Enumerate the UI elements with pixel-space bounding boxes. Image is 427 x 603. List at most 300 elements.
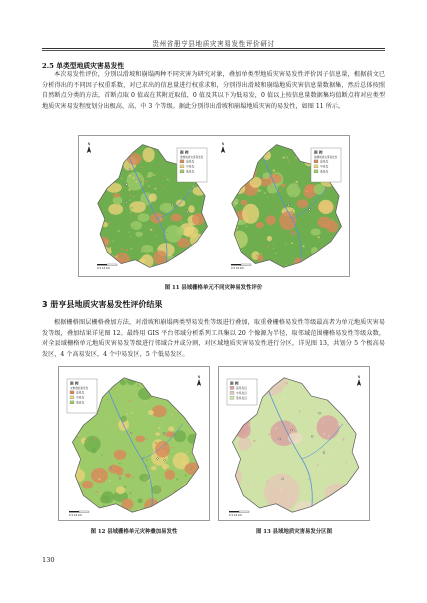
fig13-scale-bar-b: [239, 511, 249, 512]
fig11-right-zone-patch: [242, 204, 259, 224]
fig11-left-texture-dot: [156, 145, 157, 146]
fig11-left-texture-dot: [154, 144, 156, 146]
fig12-texture-dot: [188, 385, 189, 386]
fig12-texture-dot: [137, 504, 138, 505]
fig12-texture-dot: [83, 377, 84, 378]
fig11-right-texture-dot: [323, 254, 325, 256]
fig11-right-texture-dot: [295, 157, 296, 158]
fig11-right-legend-title: 图 例: [314, 150, 323, 155]
fig13-texture-dot: [307, 393, 309, 395]
fig13-texture-dot: [262, 439, 264, 441]
fig12-zone-patch: [152, 405, 167, 417]
fig11-right-texture-dot: [275, 252, 277, 254]
fig11-left-zone-patch: [143, 148, 155, 163]
fig12-zone-patch: [165, 431, 175, 437]
fig12-texture-dot: [106, 381, 107, 382]
fig12-texture-dot: [171, 407, 173, 409]
fig11-right-texture-dot: [273, 199, 275, 201]
fig11-right-legend-swatch: [314, 160, 318, 163]
fig12-zone-patch: [81, 415, 87, 420]
fig12-texture-dot: [190, 481, 191, 482]
fig11-left-zone-patch: [94, 189, 99, 192]
fig11-right-texture-dot: [343, 178, 344, 179]
fig11-right-texture-dot: [288, 160, 289, 161]
fig13-texture-dot: [231, 495, 232, 496]
fig11-right-zone-patch: [318, 200, 333, 214]
fig13-zone-patch: [220, 467, 242, 489]
fig13-texture-dot: [314, 513, 316, 515]
fig11-left-zone-patch: [206, 192, 210, 195]
fig11-left-texture-dot: [163, 187, 164, 188]
fig12-texture-dot: [116, 448, 117, 449]
fig13-legend-title: 图 例: [230, 381, 239, 386]
fig12-texture-dot: [113, 493, 114, 494]
fig13-texture-dot: [348, 390, 349, 391]
fig11-right-texture-dot: [334, 256, 335, 257]
fig11-right-texture-dot: [228, 197, 230, 199]
fig13-texture-dot: [269, 513, 271, 515]
fig11-left-texture-dot: [150, 229, 152, 231]
fig13-texture-dot: [300, 484, 302, 486]
fig11-right-texture-dot: [238, 250, 240, 252]
fig11-left-texture-dot: [130, 211, 132, 213]
fig11-left-texture-dot: [164, 148, 165, 149]
fig11-left-texture-dot: [102, 175, 104, 177]
fig11-left-texture-dot: [93, 153, 94, 154]
fig13-texture-dot: [286, 375, 287, 376]
fig11-left-texture-dot: [121, 248, 123, 250]
fig11-left-town-marker: [126, 184, 128, 186]
fig11-left-texture-dot: [94, 245, 96, 247]
fig11-left-texture-dot: [130, 199, 132, 201]
fig12-texture-dot: [101, 454, 103, 456]
fig11-left-texture-dot: [140, 180, 142, 182]
fig12-zone-patch: [185, 462, 203, 475]
fig12-texture-dot: [109, 480, 111, 482]
fig11-left-zone-patch: [131, 221, 143, 230]
fig11-right-texture-dot: [276, 174, 278, 176]
fig11-right-texture-dot: [243, 165, 244, 166]
fig12-zone-patch: [101, 491, 114, 503]
fig12-texture-dot: [115, 388, 116, 389]
fig11-left-texture-dot: [150, 263, 151, 264]
fig11-left-texture-dot: [170, 142, 171, 143]
fig11-left-zone-patch: [149, 193, 157, 201]
fig11-right-texture-dot: [338, 251, 339, 252]
fig13-texture-dot: [248, 410, 249, 411]
fig12-texture-dot: [135, 514, 137, 516]
fig11-right-texture-dot: [285, 243, 286, 244]
fig13-town-marker: [323, 452, 325, 454]
fig11-left-legend-subtitle: 滑坡地质灾害易发性: [180, 156, 204, 159]
fig11-left-texture-dot: [123, 204, 125, 206]
fig11-right-texture-dot: [267, 245, 269, 247]
fig11-left-texture-dot: [121, 177, 123, 179]
fig11-right-texture-dot: [298, 177, 299, 178]
fig11-right-zone-patch: [266, 215, 276, 225]
fig11-left-texture-dot: [130, 195, 132, 197]
fig13-texture-dot: [348, 492, 350, 494]
fig12-zone-patch: [155, 432, 160, 435]
fig13-texture-dot: [256, 405, 258, 407]
fig11-right-scale-bar-b: [241, 264, 251, 265]
page-number: 130: [42, 556, 55, 564]
fig11-right-north-arrow-icon: [221, 146, 225, 153]
fig11-right-zone-patch: [234, 183, 245, 194]
figure-12: [58, 366, 210, 521]
fig12-texture-dot: [171, 427, 173, 429]
fig12-texture-dot: [170, 384, 172, 386]
fig12-texture-dot: [190, 468, 192, 470]
fig12-town-marker: [164, 460, 166, 462]
fig13-texture-dot: [322, 423, 323, 424]
figure-11-maps: [79, 136, 351, 278]
fig11-left-texture-dot: [182, 222, 183, 223]
fig12-texture-dot: [133, 470, 134, 471]
fig11-left-texture-dot: [118, 169, 120, 171]
fig11-right-zone-patch: [250, 177, 262, 188]
fig11-left-texture-dot: [209, 226, 211, 228]
fig13-texture-dot: [336, 439, 338, 441]
fig11-left-scale-label: 0 5 10 km: [97, 267, 111, 270]
fig12-texture-dot: [170, 507, 172, 509]
fig11-right-texture-dot: [244, 169, 245, 170]
fig12-zone-patch: [114, 450, 127, 460]
fig11-left-texture-dot: [134, 156, 135, 157]
fig11-left-texture-dot: [140, 230, 142, 232]
fig12-texture-dot: [187, 451, 188, 452]
fig11-right-texture-dot: [228, 246, 229, 247]
fig12-texture-dot: [175, 389, 177, 391]
fig12-scale-bar-b: [79, 511, 89, 512]
fig11-right-texture-dot: [260, 253, 262, 255]
fig12-zone-patch: [82, 481, 94, 489]
fig13-texture-dot: [260, 466, 262, 468]
fig11-left-zone-patch: [138, 213, 150, 222]
fig11-right-texture-dot: [257, 218, 258, 219]
fig12-texture-dot: [163, 448, 165, 450]
fig11-right-texture-dot: [319, 253, 321, 255]
fig12-texture-dot: [116, 464, 117, 465]
fig12-zone-patch: [168, 501, 184, 514]
fig12-texture-dot: [167, 468, 169, 470]
fig13-texture-dot: [291, 477, 293, 479]
fig13-texture-dot: [314, 436, 316, 438]
fig11-left-zone-patch: [135, 232, 143, 237]
fig12-texture-dot: [103, 499, 105, 501]
fig11-right-texture-dot: [315, 208, 317, 210]
fig12-scale-bar-a: [69, 511, 79, 512]
fig12-texture-dot: [155, 442, 157, 444]
fig11-left-north-label: N: [87, 142, 91, 146]
fig13-scale-label: 0 5 10 km: [229, 514, 243, 517]
fig11-right-texture-dot: [268, 156, 270, 158]
fig11-right-texture-dot: [275, 268, 277, 270]
fig13-town-marker: [319, 412, 321, 414]
fig11-left-zone-patch: [188, 205, 195, 212]
fig13-texture-dot: [353, 388, 354, 389]
fig11-left-texture-dot: [182, 197, 184, 199]
fig12-texture-dot: [132, 383, 133, 384]
fig11-left-texture-dot: [133, 177, 135, 179]
fig12-zone-patch: [165, 470, 176, 480]
figure-13-caption: 图 13 县域地质灾害易发分区图: [256, 529, 332, 535]
fig13-texture-dot: [340, 438, 342, 440]
fig12-texture-dot: [161, 390, 163, 392]
fig13-legend-swatch: [230, 386, 234, 389]
fig11-right-texture-dot: [254, 167, 256, 169]
fig11-right-town-marker: [288, 204, 290, 206]
fig11-left-texture-dot: [159, 198, 160, 199]
fig12-zone-patch: [151, 466, 157, 470]
fig13-texture-dot: [320, 454, 322, 456]
fig11-right-zone-patch: [281, 184, 286, 188]
fig13-zone-patch: [238, 437, 251, 451]
fig11-left-texture-dot: [141, 167, 142, 168]
fig12-texture-dot: [125, 514, 127, 516]
fig12-texture-dot: [149, 396, 151, 398]
fig11-right-zone-patch: [294, 258, 305, 269]
fig11-right-legend-label: 低易发: [320, 169, 329, 174]
fig11-right-zone-patch: [314, 184, 325, 195]
fig12-zone-patch: [155, 441, 170, 458]
fig13-texture-dot: [324, 473, 326, 475]
fig12-texture-dot: [96, 491, 98, 493]
fig11-left-texture-dot: [148, 186, 150, 188]
fig11-left-texture-dot: [196, 261, 197, 262]
fig12-north-label: N: [197, 375, 201, 379]
fig12-texture-dot: [160, 470, 162, 472]
fig11-left-texture-dot: [133, 226, 135, 228]
fig12-texture-dot: [114, 377, 116, 379]
fig11-right-texture-dot: [295, 181, 297, 183]
fig11-right-texture-dot: [275, 204, 276, 205]
fig12-town-marker: [110, 467, 112, 469]
fig11-right-texture-dot: [294, 196, 296, 198]
fig13-legend-label: 高易发区: [236, 386, 248, 390]
fig12-texture-dot: [85, 437, 86, 438]
fig11-right-texture-dot: [237, 147, 239, 149]
fig11-right-texture-dot: [342, 189, 343, 190]
fig13-texture-dot: [253, 440, 255, 442]
section-heading-3: 3 册亨县地质灾害易发性评价结果: [42, 300, 163, 309]
fig12-zone-patch: [180, 380, 191, 392]
fig11-right-texture-dot: [247, 172, 248, 173]
fig12-texture-dot: [146, 459, 148, 461]
fig12-zone-patch: [126, 474, 132, 478]
fig12-zone-patch: [115, 509, 128, 521]
fig12-texture-dot: [171, 434, 172, 435]
fig13-legend-swatch: [230, 391, 234, 394]
fig11-left-texture-dot: [164, 255, 166, 257]
fig11-left-zone-patch: [176, 227, 185, 236]
fig11-right-zone-patch: [223, 237, 232, 248]
fig11-left-zone-patch: [106, 183, 122, 193]
fig11-right-zone-patch: [293, 138, 309, 154]
fig12-texture-dot: [71, 421, 73, 423]
fig12-zone-patch: [180, 391, 197, 405]
fig12-texture-dot: [181, 504, 183, 506]
fig12-texture-dot: [103, 505, 104, 506]
fig12-texture-dot: [197, 433, 198, 434]
fig12-texture-dot: [100, 492, 101, 493]
fig11-right-texture-dot: [248, 158, 249, 159]
fig12-texture-dot: [122, 463, 123, 464]
fig13-texture-dot: [228, 433, 230, 435]
fig13-texture-dot: [323, 433, 325, 435]
fig11-left-texture-dot: [124, 153, 125, 154]
paragraph-3: 根据栅格图层栅格叠加方法，对滑坡和崩塌两类型易发性等级进行叠加，取重叠栅格易发性等级最高者为单元地质灾害易发等级，叠加结果详见图 12。最终用 GIS 平台邻域分析系列工具集以 20 个像源为半径，取邻域范围栅格易发性等级众数，对全县域栅格单元地质灾害易发等级进行邻域合并或分割，对区域地质灾害易发性进行分区，详见图 13，共划分 5 个极高易发区，4 个高易发区，4 个中易发区，5 个低易发区。: [42, 319, 385, 358]
fig13-texture-dot: [310, 384, 311, 385]
fig13-texture-dot: [280, 488, 282, 490]
fig11-right-texture-dot: [236, 190, 238, 192]
fig12-zone-patch: [151, 485, 162, 494]
fig13-texture-dot: [266, 399, 268, 401]
fig11-right-zone-patch: [262, 150, 271, 160]
fig11-right-texture-dot: [300, 222, 301, 223]
fig13-texture-dot: [312, 474, 313, 475]
fig11-left-texture-dot: [117, 258, 118, 259]
fig11-right-texture-dot: [315, 143, 317, 145]
fig11-left-texture-dot: [96, 257, 98, 259]
fig11-left-legend-label: 中易发: [186, 164, 195, 169]
fig11-right-texture-dot: [296, 193, 297, 194]
fig13-texture-dot: [299, 412, 300, 413]
fig11-right-texture-dot: [269, 192, 270, 193]
fig11-right-zone-patch: [256, 222, 264, 228]
fig13-texture-dot: [261, 445, 263, 447]
fig13-town-marker: [279, 438, 281, 440]
fig11-left-texture-dot: [181, 246, 182, 247]
fig11-right-texture-dot: [293, 195, 295, 197]
fig13-texture-dot: [253, 498, 255, 500]
fig11-left-texture-dot: [142, 255, 143, 256]
fig12-town-marker: [163, 432, 165, 434]
fig12-texture-dot: [189, 389, 191, 391]
fig12-zone-patch: [153, 381, 160, 388]
fig12-texture-dot: [167, 382, 169, 384]
fig13-texture-dot: [323, 420, 325, 422]
fig11-left-texture-dot: [128, 189, 130, 191]
fig11-right-town-marker: [292, 213, 294, 215]
fig11-right-town-marker: [309, 209, 311, 211]
fig12-legend-swatch: [70, 401, 74, 404]
fig13-texture-dot: [258, 466, 259, 467]
fig12-legend-label: 中易发: [76, 395, 85, 400]
fig11-right-texture-dot: [282, 215, 283, 216]
fig13-texture-dot: [355, 399, 356, 400]
fig12-texture-dot: [146, 461, 147, 462]
fig11-left-texture-dot: [105, 237, 106, 238]
fig11-right-texture-dot: [278, 230, 279, 231]
fig11-left-zone-patch: [174, 260, 186, 269]
fig11-left-texture-dot: [202, 243, 203, 244]
fig13-texture-dot: [299, 511, 301, 513]
fig11-right-texture-dot: [234, 221, 236, 223]
fig11-left-texture-dot: [206, 185, 207, 186]
fig11-right-texture-dot: [281, 205, 283, 207]
fig11-right-zone-patch: [334, 263, 343, 270]
fig11-left-texture-dot: [119, 212, 120, 213]
fig11-right-texture-dot: [270, 186, 272, 188]
fig11-right-texture-dot: [306, 191, 307, 192]
fig13-texture-dot: [296, 501, 297, 502]
fig13-texture-dot: [231, 437, 233, 439]
fig12-town-marker: [157, 458, 159, 460]
fig11-right-texture-dot: [273, 244, 274, 245]
fig11-right-texture-dot: [234, 253, 236, 255]
fig13-texture-dot: [325, 481, 326, 482]
fig12-texture-dot: [171, 414, 172, 415]
fig11-right-texture-dot: [274, 259, 275, 260]
fig11-left-town-marker: [126, 201, 128, 203]
fig12-legend-swatch: [70, 396, 74, 399]
fig11-left-texture-dot: [154, 262, 155, 263]
fig11-right-texture-dot: [258, 146, 260, 148]
fig13-texture-dot: [353, 499, 354, 500]
fig13-texture-dot: [324, 406, 325, 407]
fig13-texture-dot: [291, 398, 293, 400]
fig11-left-zone-patch: [108, 204, 123, 215]
fig13-texture-dot: [358, 401, 359, 402]
fig12-zone-patch: [62, 445, 72, 453]
fig13-texture-dot: [329, 455, 331, 457]
fig11-right-zone-patch: [318, 217, 332, 228]
fig13-texture-dot: [301, 512, 303, 514]
fig11-left-texture-dot: [128, 166, 129, 167]
fig13-texture-dot: [272, 427, 273, 428]
fig11-right-texture-dot: [341, 221, 342, 222]
fig11-left-town-marker: [162, 211, 164, 213]
fig11-left-texture-dot: [152, 251, 154, 253]
fig12-texture-dot: [191, 465, 193, 467]
fig13-texture-dot: [259, 427, 261, 429]
fig13-texture-dot: [324, 459, 326, 461]
fig11-right-zone-patch: [226, 148, 233, 156]
fig11-left-texture-dot: [171, 177, 173, 179]
fig11-right-texture-dot: [242, 156, 244, 158]
figure-11: [78, 135, 350, 277]
fig11-left-legend-label: 高易发: [186, 159, 195, 164]
fig11-right-texture-dot: [273, 169, 275, 171]
fig11-right-zone-patch: [241, 162, 257, 180]
fig11-left-texture-dot: [128, 173, 129, 174]
fig11-left-texture-dot: [180, 222, 181, 223]
fig12-texture-dot: [96, 512, 98, 514]
fig12-legend-title: 图 例: [70, 381, 79, 386]
fig12-zone-patch: [174, 504, 188, 517]
fig12-legend-label: 高易发: [76, 390, 85, 395]
fig13-texture-dot: [320, 514, 322, 516]
fig11-left-texture-dot: [135, 214, 137, 216]
paragraph-2-5: 本次易发性评价，分别以滑坡和崩塌两种不同灾害为研究对象，叠加单类型地质灾害易发性评价因子信息量，根据前文已分析得出的不同因子权重系数，对已求出的信息量进行权重求和，分别得出滑坡和崩塌地质灾害信息量数据集，然后总体按照自然断点分类的方法，首断点取 0 值或在其附近取值，0 值及其以下为低易发，0 值以上按信息量数据集均值断点将对应类型地质灾害易发程度划分出极高、高、中 3 个等级。据此分别得出滑坡和崩塌地质灾害的易发性，如图 11 所示。: [42, 71, 385, 110]
fig11-left-texture-dot: [115, 255, 117, 257]
fig11-left-texture-dot: [101, 215, 103, 217]
fig13-texture-dot: [239, 411, 240, 412]
fig13-texture-dot: [246, 484, 247, 485]
fig12-texture-dot: [176, 419, 177, 420]
fig13-texture-dot: [229, 415, 231, 417]
fig13-texture-dot: [308, 479, 310, 481]
fig12-texture-dot: [181, 390, 183, 392]
fig11-right-zone-patch: [279, 211, 296, 230]
fig11-right-texture-dot: [311, 143, 312, 144]
fig12-texture-dot: [137, 378, 138, 379]
fig11-right-texture-dot: [308, 221, 310, 223]
fig12-texture-dot: [172, 422, 174, 424]
fig12-zone-patch: [71, 469, 86, 482]
fig12-texture-dot: [129, 400, 131, 402]
